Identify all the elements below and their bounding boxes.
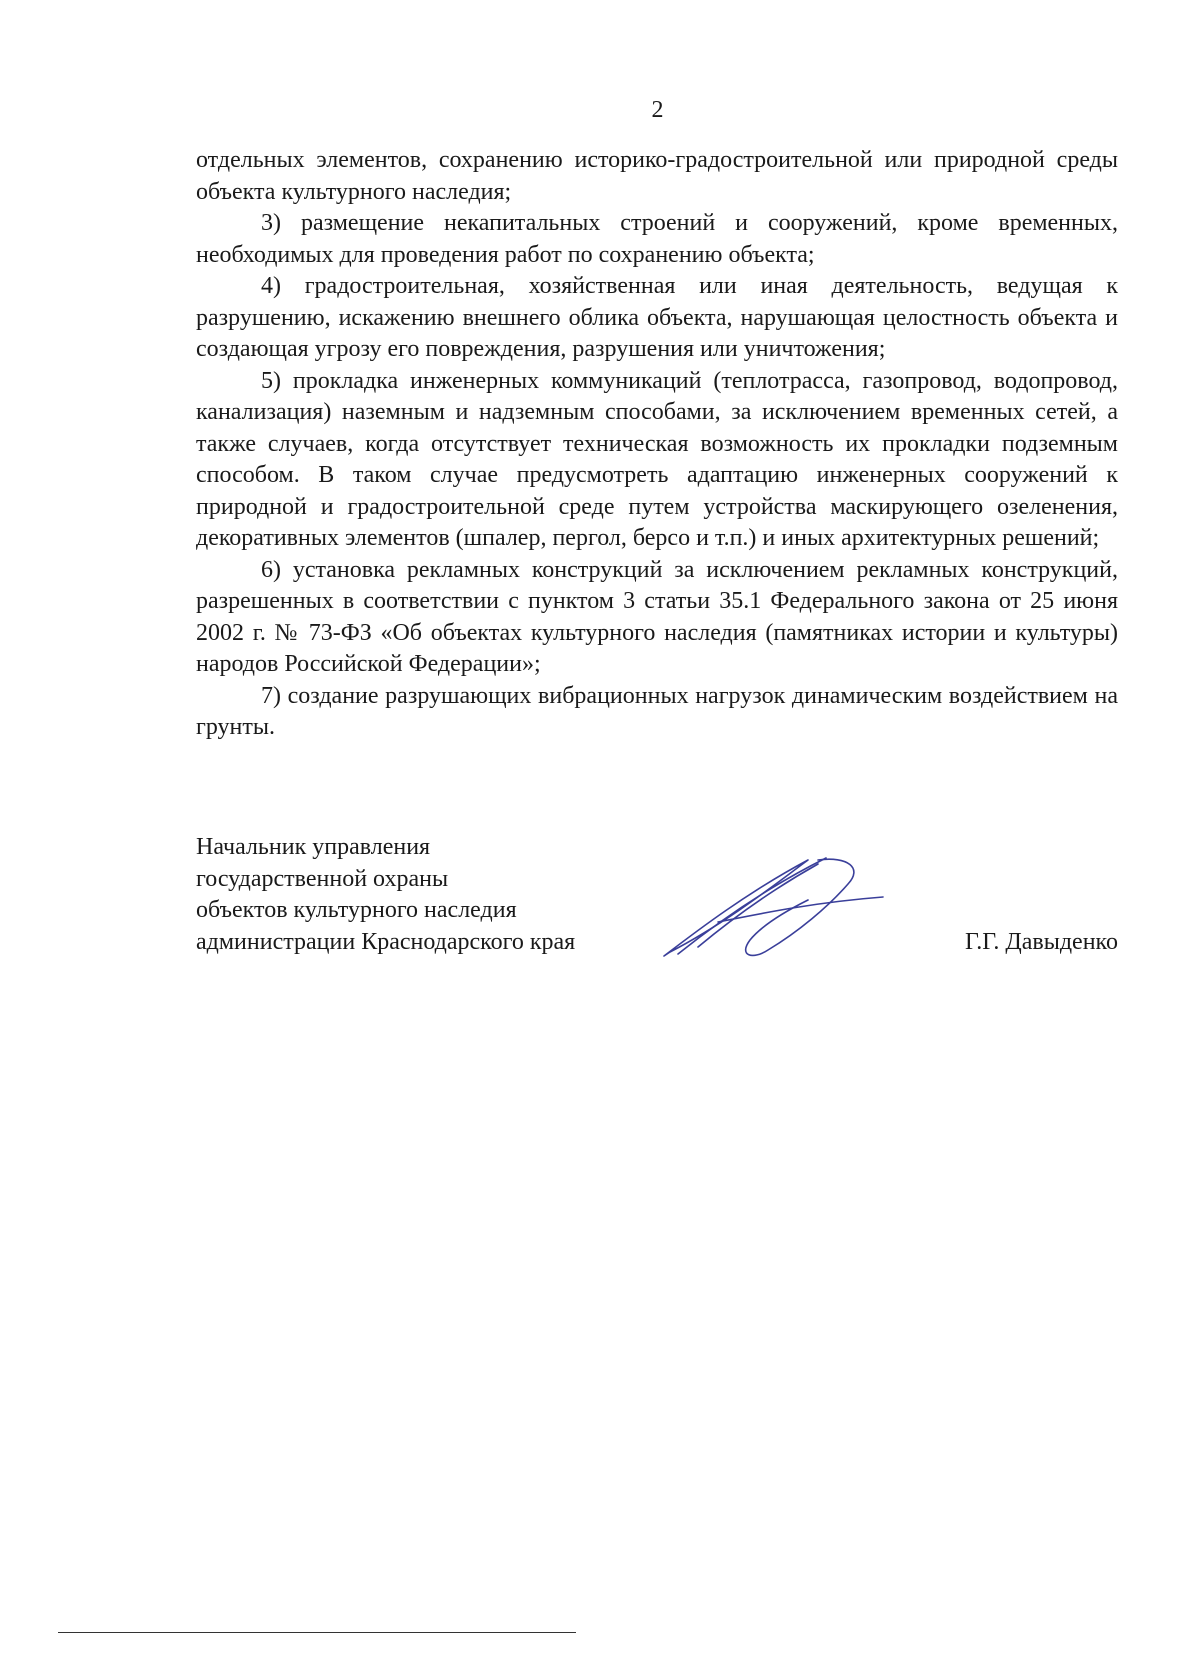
signer-name: Г.Г. Давыденко (965, 928, 1118, 955)
footer-rule (58, 1632, 576, 1633)
paragraph-item-4: 4) градостроительная, хозяйственная или иная деятельность, ведущая к разрушению, искажению внешнего облика объекта, нарушающая целостность объекта и создающая угрозу его повреждения, разрушения или уничтожения; (196, 273, 1118, 362)
signer-title-line: Начальник управления (196, 834, 431, 860)
signature-block (196, 832, 1118, 992)
paragraph-item-3: 3) размещение некапитальных строений и сооружений, кроме временных, необходимых для проведения работ по сохранению объекта; (196, 210, 1118, 268)
signer-title-line: государственной охраны (196, 865, 449, 892)
signer-title-line: администрации Краснодарского края (196, 928, 576, 955)
page-number: 2 (651, 97, 664, 123)
handwritten-signature (658, 852, 888, 962)
paragraph-item-5: 5) прокладка инженерных коммуникаций (теплотрасса, газопровод, водопровод, канализация) наземным и надземным способами, за исключением временных сетей, а также случаев, когда отсутствует техническая возможность их прокладки подземным способом. В таком случае предусмотреть адаптацию инженерных сооружений к природной и градостроительной среде путем устройства маскирующего озеленения, декоративных элементов (шпалер, пергол, берсо и т.п.) и иных архитектурных решений; (196, 367, 1118, 551)
signer-title-line: объектов культурного наследия (196, 897, 517, 923)
paragraph-continuation: отдельных элементов, сохранению историко-градостроительной или природной среды объекта культурного наследия; (196, 147, 1118, 205)
paragraph-item-7: 7) создание разрушающих вибрационных нагрузок динамическим воздействием на грунты. (196, 682, 1118, 740)
document-body (196, 145, 1118, 744)
signer-title (196, 832, 575, 958)
paragraph-item-6: 6) установка рекламных конструкций за исключением рекламных конструкций, разрешенных в соответствии с пунктом 3 статьи 35.1 Федерального закона от 25 июня 2002 г. № 73-ФЗ «Об объектах культурного наследия (памятниках истории и культуры) народов Российской Федерации»; (196, 556, 1118, 677)
